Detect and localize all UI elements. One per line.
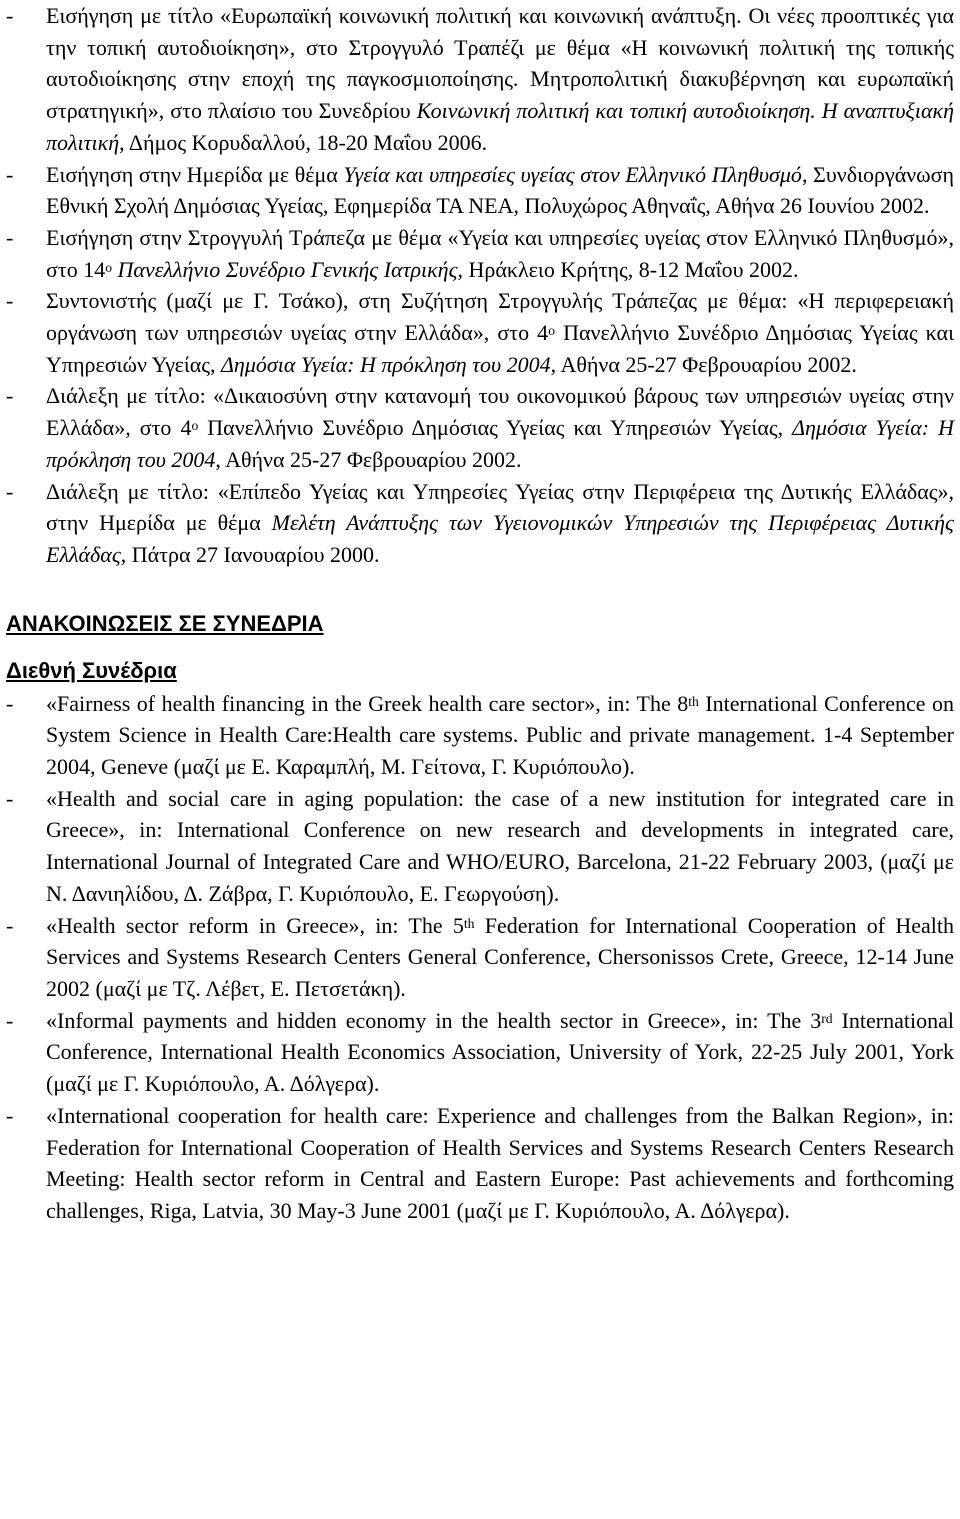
list-item	[6, 1100, 954, 1227]
superscript-text: ο	[191, 418, 199, 434]
italic-text: Κοινωνική πολιτική και τοπική αυτοδιοίκηση. Η αναπτυξιακή πολιτική	[46, 98, 954, 155]
list-dash: -	[6, 224, 14, 250]
entry-text: Εισήγηση στην Στρογγυλή Τράπεζα με θέμα «Υγεία και υπηρεσίες υγείας στον Ελληνικό Πληθυσμό», στο 14	[46, 224, 954, 282]
entry-text: «Health sector reform in Greece», in: The 5	[46, 912, 464, 938]
list-dash: -	[6, 1007, 14, 1033]
list-dash: -	[6, 912, 14, 938]
entry-text: «Informal payments and hidden economy in the health sector in Greece», in: The 3	[46, 1007, 822, 1033]
list-item	[6, 910, 954, 1005]
entry-text: «Health and social care in aging population: the case of a new institution for integrated care in Greece», in: International Conference on new research and developments in integrated care, International Journal of Integrated Care and WHO/EURO, Barcelona, 21-22 February 2003, (μαζί με Ν. Δανιηλίδου, Δ. Ζάβρα, Γ. Κυριόπουλο, Ε. Γεωργούση).	[46, 785, 954, 906]
italic-text: Δημόσια Υγεία: Η πρόκληση του 2004	[46, 415, 954, 472]
entry-text: International Conference on System Science in Health Care:Health care systems. Public and private management. 1-4 September 2004, Geneve (μαζί με Ε. Καραμπλή, Μ. Γείτονα, Γ. Κυριόπουλο).	[46, 690, 954, 780]
superscript-text: th	[463, 915, 475, 931]
list-item	[6, 0, 954, 159]
list-dash: -	[6, 690, 14, 716]
entry-text: , Αθήνα 25-27 Φεβρουαρίου 2002.	[550, 351, 857, 377]
italic-text: Υγεία και υπηρεσίες υγείας στον Ελληνικό Πληθυσμό	[343, 161, 802, 187]
italic-text: Δημόσια Υγεία: Η πρόκληση του 2004	[221, 351, 551, 377]
entry-text: «International cooperation for health care: Experience and challenges from the Balkan Region», in: Federation for International Cooperation of Health Services and Systems Research Centers Research Meeting: Health sector reform in Central and Eastern Europe: Past achievements and forthcoming challenges, Riga, Latvia, 30 May-3 June 2001 (μαζί με Γ. Κυριόπουλο, Α. Δόλγερα).	[46, 1102, 954, 1223]
list-dash: -	[6, 1102, 14, 1128]
entry-text: Εισήγηση με τίτλο «Ευρωπαϊκή κοινωνική πολιτική και κοινωνική ανάπτυξη. Οι νέες προοπτικές για την τοπική αυτοδιοίκηση», στο Στρογγυλό Τραπέζι με θέμα «Η κοινωνική πολιτική της τοπικής αυτοδιοίκησης στην εποχή της παγκοσμιοποίησης. Μητροπολιτική διακυβέρνηση και ευρωπαϊκή στρατηγική», στο πλαίσιο του Συνεδρίου	[46, 3, 954, 124]
list-dash: -	[6, 785, 14, 811]
superscript-text: ο	[105, 259, 113, 275]
international-conferences-list	[6, 688, 954, 1227]
entry-text: , Ηράκλειο Κρήτης, 8-12 Μαΐου 2002.	[457, 256, 799, 282]
list-item	[6, 285, 954, 380]
list-dash: -	[6, 383, 14, 409]
list-item	[6, 688, 954, 783]
entry-text: Εισήγηση στην Ημερίδα με θέμα	[46, 161, 344, 187]
entry-text: Συντονιστής (μαζί με Γ. Τσάκο), στη Συζήτηση Στρογγυλής Τράπεζας με θέμα: «Η περιφερειακή οργάνωση των υπηρεσιών υγείας στην Ελλάδα», στο 4	[46, 288, 954, 346]
superscript-text: th	[688, 693, 699, 709]
entry-text: International Conference, International Health Economics Association, University of York, 22-25 July 2001, York (μαζί με Γ. Κυριόπουλο, Α. Δόλγερα).	[46, 1007, 954, 1097]
sub-heading-international-conferences: Διεθνή Συνέδρια	[6, 657, 177, 683]
superscript-text: rd	[821, 1010, 833, 1026]
list-dash: -	[6, 161, 14, 187]
section-heading-conference-papers: ΑΝΑΚΟΙΝΩΣΕΙΣ ΣΕ ΣΥΝΕΔΡΙΑ	[6, 610, 324, 636]
entry-text: Πανελλήνιο Συνέδριο Δημόσιας Υγείας και Υπηρεσιών Υγείας,	[198, 415, 793, 441]
entry-text: «Fairness of health financing in the Greek health care sector», in: The 8	[46, 690, 689, 716]
entry-text: , Συνδιοργάνωση Εθνική Σχολή Δημόσιας Υγείας, Εφημερίδα ΤΑ ΝΕΑ, Πολυχώρος Αθηναΐς, Αθήνα 26 Ιουνίου 2002.	[46, 161, 955, 219]
list-item	[6, 159, 954, 222]
entry-text: Federation for International Cooperation of Health Services and Systems Research Centers General Conference, Chersonissos Crete, Greece, 12-14 June 2002 (μαζί με Τζ. Λέβετ, Ε. Πετσετάκη).	[46, 912, 954, 1001]
list-item	[6, 783, 954, 910]
list-dash: -	[6, 3, 14, 28]
list-item	[6, 222, 954, 285]
entry-text: Διάλεξη με τίτλο: «Δικαιοσύνη στην κατανομή του οικονομικού βάρους των υπηρεσιών υγείας στην Ελλάδα», στο 4	[46, 383, 954, 441]
italic-text: Μελέτη Ανάπτυξης των Υγειονομικών Υπηρεσιών της Περιφέρειας Δυτικής Ελλάδας	[46, 510, 954, 567]
list-item	[6, 380, 954, 475]
list-item	[6, 1005, 954, 1100]
entry-text: , Αθήνα 25-27 Φεβρουαρίου 2002.	[215, 446, 522, 472]
superscript-text: ο	[548, 323, 555, 339]
entry-text: Πανελλήνιο Συνέδριο Δημόσιας Υγείας και Υπηρεσιών Υγείας,	[46, 320, 954, 377]
list-dash: -	[6, 288, 14, 314]
entry-text: Διάλεξη με τίτλο: «Επίπεδο Υγείας και Υπηρεσίες Υγείας στην Περιφέρεια της Δυτικής Ελλάδας», στην Ημερίδα με θέμα	[46, 478, 954, 536]
italic-text: Πανελλήνιο Συνέδριο Γενικής Ιατρικής	[117, 256, 458, 282]
list-dash: -	[6, 478, 14, 504]
entry-text: , Δήμος Κορυδαλλού, 18-20 Μαΐου 2006.	[119, 129, 488, 155]
entry-text: , Πάτρα 27 Ιανουαρίου 2000.	[120, 541, 380, 567]
greek-presentations-list	[6, 0, 954, 571]
list-item	[6, 476, 954, 571]
